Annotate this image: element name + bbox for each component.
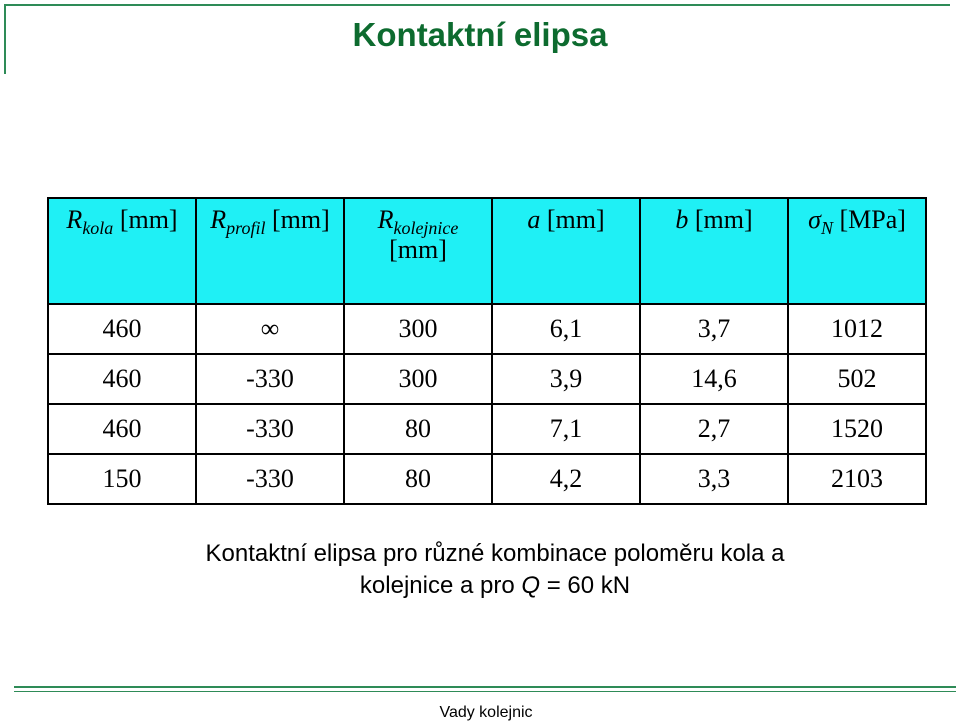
table-cell: 2103 bbox=[788, 454, 926, 504]
header-sigma-n bbox=[788, 198, 926, 304]
caption-line-1: Kontaktní elipsa pro různé kombinace poloměru kola a bbox=[205, 540, 785, 567]
table-cell: 460 bbox=[48, 304, 196, 354]
table-cell: 6,1 bbox=[492, 304, 640, 354]
header-symbol: R bbox=[377, 205, 394, 234]
table-row bbox=[48, 404, 926, 454]
footer-text: Vady kolejnic bbox=[439, 704, 533, 721]
header-a bbox=[492, 198, 640, 304]
header-symbol: R bbox=[210, 205, 227, 234]
header-r-kola bbox=[48, 198, 196, 304]
header-sub: kola bbox=[82, 218, 114, 238]
table-cell: 2,7 bbox=[640, 404, 788, 454]
table-cell: 460 bbox=[48, 404, 196, 454]
table-cell: -330 bbox=[196, 454, 344, 504]
table-row bbox=[48, 304, 926, 354]
table-cell: 300 bbox=[344, 354, 492, 404]
table-cell: -330 bbox=[196, 404, 344, 454]
header-unit: [mm] bbox=[546, 205, 605, 234]
header-symbol: b bbox=[675, 205, 689, 234]
table-cell: 80 bbox=[344, 404, 492, 454]
frame-bottom-line-thin bbox=[14, 691, 956, 692]
table-header-row bbox=[48, 198, 926, 304]
table-row bbox=[48, 454, 926, 504]
table-cell: 4,2 bbox=[492, 454, 640, 504]
table-cell: 1520 bbox=[788, 404, 926, 454]
frame-top-line bbox=[4, 4, 950, 6]
header-b bbox=[640, 198, 788, 304]
table-cell: ∞ bbox=[196, 304, 344, 354]
table-cell: 300 bbox=[344, 304, 492, 354]
table-cell: 1012 bbox=[788, 304, 926, 354]
header-sub: N bbox=[820, 218, 833, 238]
table-cell: 502 bbox=[788, 354, 926, 404]
header-unit: [MPa] bbox=[839, 205, 906, 234]
table-cell: 7,1 bbox=[492, 404, 640, 454]
contact-ellipse-table bbox=[47, 197, 927, 505]
caption-line-2-prefix: kolejnice a pro bbox=[359, 572, 522, 599]
header-symbol: R bbox=[66, 205, 83, 234]
header-r-kolejnice bbox=[344, 198, 492, 304]
table-cell: 3,7 bbox=[640, 304, 788, 354]
header-sub: kolejnice bbox=[393, 218, 459, 238]
header-unit: [mm] bbox=[694, 205, 753, 234]
table-caption bbox=[0, 538, 960, 602]
table-cell: 3,9 bbox=[492, 354, 640, 404]
table-cell: -330 bbox=[196, 354, 344, 404]
header-symbol: σ bbox=[808, 205, 821, 234]
frame-bottom-line bbox=[14, 686, 956, 688]
caption-variable: Q bbox=[521, 572, 541, 599]
caption-line-2-suffix: = 60 kN bbox=[540, 572, 631, 599]
table-row bbox=[48, 354, 926, 404]
header-unit: [mm] bbox=[119, 205, 178, 234]
table-cell: 14,6 bbox=[640, 354, 788, 404]
header-symbol: a bbox=[527, 205, 541, 234]
header-r-profil bbox=[196, 198, 344, 304]
table-cell: 80 bbox=[344, 454, 492, 504]
header-unit: [mm] bbox=[271, 205, 330, 234]
header-sub: profil bbox=[226, 218, 266, 238]
table-cell: 150 bbox=[48, 454, 196, 504]
table-cell: 460 bbox=[48, 354, 196, 404]
table-cell: 3,3 bbox=[640, 454, 788, 504]
page-title: Kontaktní elipsa bbox=[352, 16, 608, 53]
header-unit: [mm] bbox=[389, 235, 447, 264]
